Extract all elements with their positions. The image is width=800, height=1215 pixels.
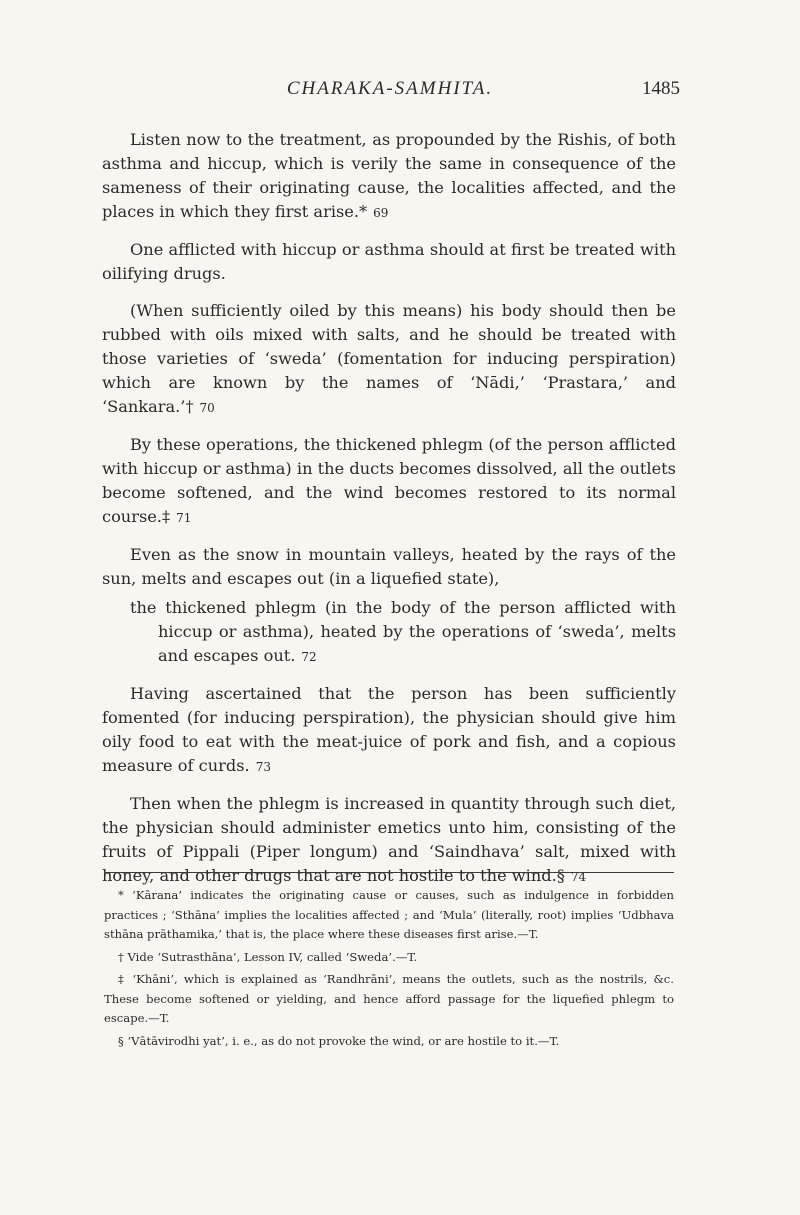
paragraph: By these operations, the thickened phlegm (of the person afflicted with hiccup or asthma) in the ducts becomes dissolved, all the outlets become softened, and the wind becomes restored to its normal course.‡ 71 (102, 435, 676, 526)
paragraph: Listen now to the treatment, as propounded by the Rishis, of both asthma and hiccup, which is verily the same in consequence of the sameness of their originating cause, the localities affected, and the places in which they first arise.* 69 (102, 130, 676, 221)
paragraph: Having ascertained that the person has been sufficiently fomented (for inducing perspiration), the physician should give him oily food to eat with the meat-juice of pork and fish, and a copious measure of curds. 73 (102, 684, 676, 775)
footnotes (104, 886, 674, 1054)
footnote: § ‘Vātāvirodhi yat’, i. e., as do not provoke the wind, or are hostile to it.—T. (118, 1033, 560, 1048)
footnote: * ‘Kārana’ indicates the originating cause or causes, such as indulgence in forbidden practices ; ‘Sthāna’ implies the localities affected ; and ‘Mula’ (literally, root) implies ‘Udbhava sthāna prāthamika,’ that is, the place where these diseases first arise.—T. (104, 888, 674, 941)
paragraph-indented: the thickened phlegm (in the body of the person afflicted with hiccup or asthma), heated by the operations of ‘sweda’, melts and escapes out. 72 (130, 598, 676, 665)
footnote: ‡ ‘Khāni’, which is explained as ‘Randhrāni’, means the outlets, such as the nostrils, &c. These become softened or yielding, and hence afford passage for the liquefied phlegm to escape.—T. (104, 972, 674, 1025)
verse-number: 70 (199, 401, 215, 415)
paragraph: One afflicted with hiccup or asthma should at first be treated with oilifying drugs. (102, 240, 676, 283)
paragraph: (When sufficiently oiled by this means) his body should then be rubbed with oils mixed with salts, and he should be treated with those varieties of ‘sweda’ (fomentation for inducing perspiration) which are known by the names of ‘Nādi,’ ‘Prastara,’ and ‘Sankara.’† 70 (102, 301, 676, 416)
page-header (100, 76, 680, 106)
verse-number: 73 (255, 760, 271, 774)
verse-number: 71 (176, 511, 192, 525)
page-number: 1485 (642, 78, 680, 99)
paragraph: Then when the phlegm is increased in quantity through such diet, the physician should administer emetics unto him, consisting of the fruits of Pippali (Piper longum) and ‘Saindhava’ salt, mixed with honey, and other drugs that are not hostile to the wind.§ 74 (102, 794, 676, 885)
footnote-divider (104, 872, 674, 873)
verse-number: 69 (373, 206, 389, 220)
running-title: CHARAKA-SAMHITA. (286, 78, 494, 99)
paragraph: Even as the snow in mountain valleys, heated by the rays of the sun, melts and escapes out (in a liquefied state), (102, 545, 676, 588)
footnote: † Vide ‘Sutrasthāna’, Lesson IV, called ‘Sweda’.—T. (118, 949, 418, 964)
main-text (102, 128, 676, 902)
verse-number: 74 (570, 870, 587, 884)
verse-number: 72 (301, 650, 317, 664)
